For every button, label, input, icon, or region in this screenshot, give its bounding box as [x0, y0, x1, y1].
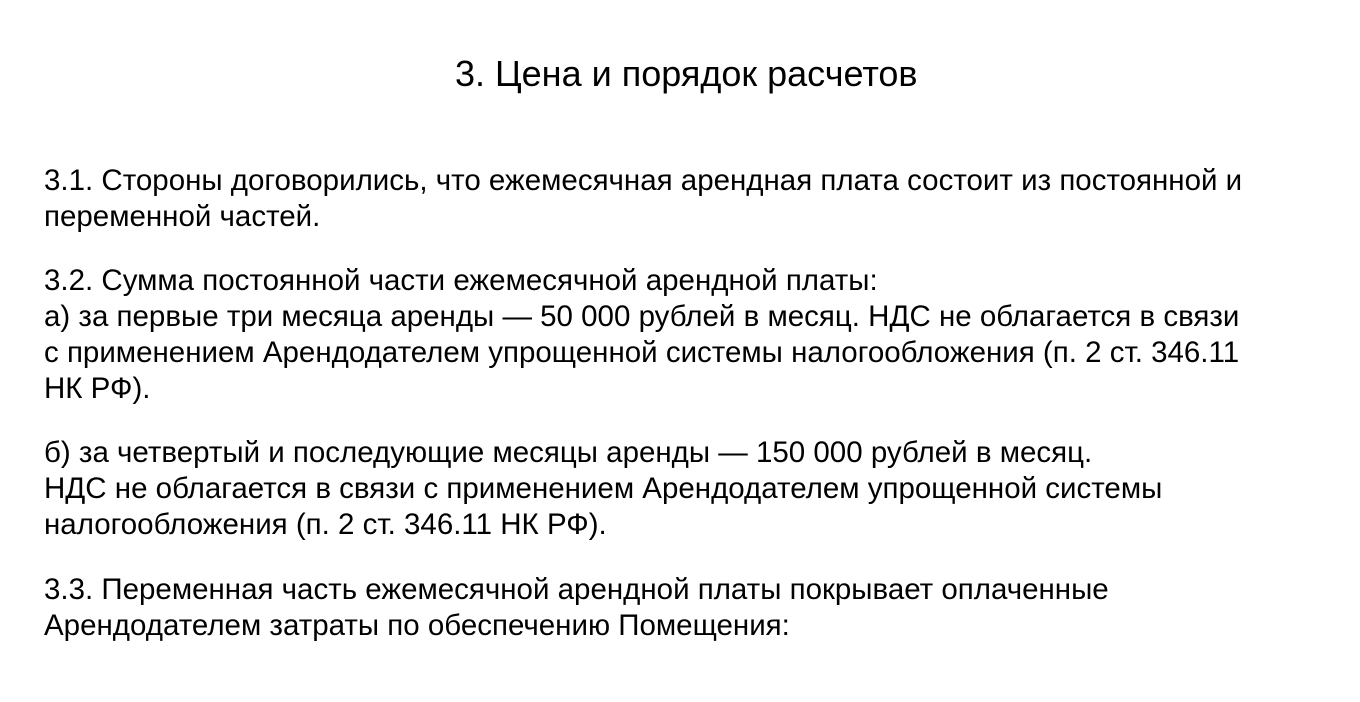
- clause-line: а) за первые три месяца аренды — 50 000 рублей в месяц. НДС не облагается в связи: [44, 300, 1240, 333]
- section-heading: [455, 51, 1015, 97]
- clause-line: с применением Арендодателем упрощенной системы налогообложения (п. 2 ст. 346.11: [44, 336, 1240, 369]
- section-number: 3.: [455, 53, 486, 94]
- clause-line: Арендодателем затраты по обеспечению Помещения:: [44, 609, 790, 642]
- clause-line: 3.1. Стороны договорились, что ежемесячная арендная плата состоит из постоянной и: [44, 164, 1243, 197]
- clause-line: 3.2. Сумма постоянной части ежемесячной арендной платы:: [44, 264, 878, 297]
- clause-line: налогообложения (п. 2 ст. 346.11 НК РФ).: [44, 508, 607, 541]
- clause-3-3: [44, 572, 1334, 644]
- clause-line: б) за четвертый и последующие месяцы аренды — 150 000 рублей в месяц.: [44, 436, 1093, 469]
- clause-3-1: [44, 163, 1334, 235]
- clause-line: 3.3. Переменная часть ежемесячной арендной платы покрывает оплаченные: [44, 573, 1109, 606]
- clause-line: переменной частей.: [44, 200, 321, 233]
- clause-line: НК РФ).: [44, 372, 151, 405]
- clause-3-2: [44, 263, 1334, 407]
- section-title: Цена и порядок расчетов: [495, 53, 918, 94]
- clause-3-2-b: [44, 435, 1334, 543]
- clause-line: НДС не облагается в связи с применением Арендодателем упрощенной системы: [44, 472, 1163, 505]
